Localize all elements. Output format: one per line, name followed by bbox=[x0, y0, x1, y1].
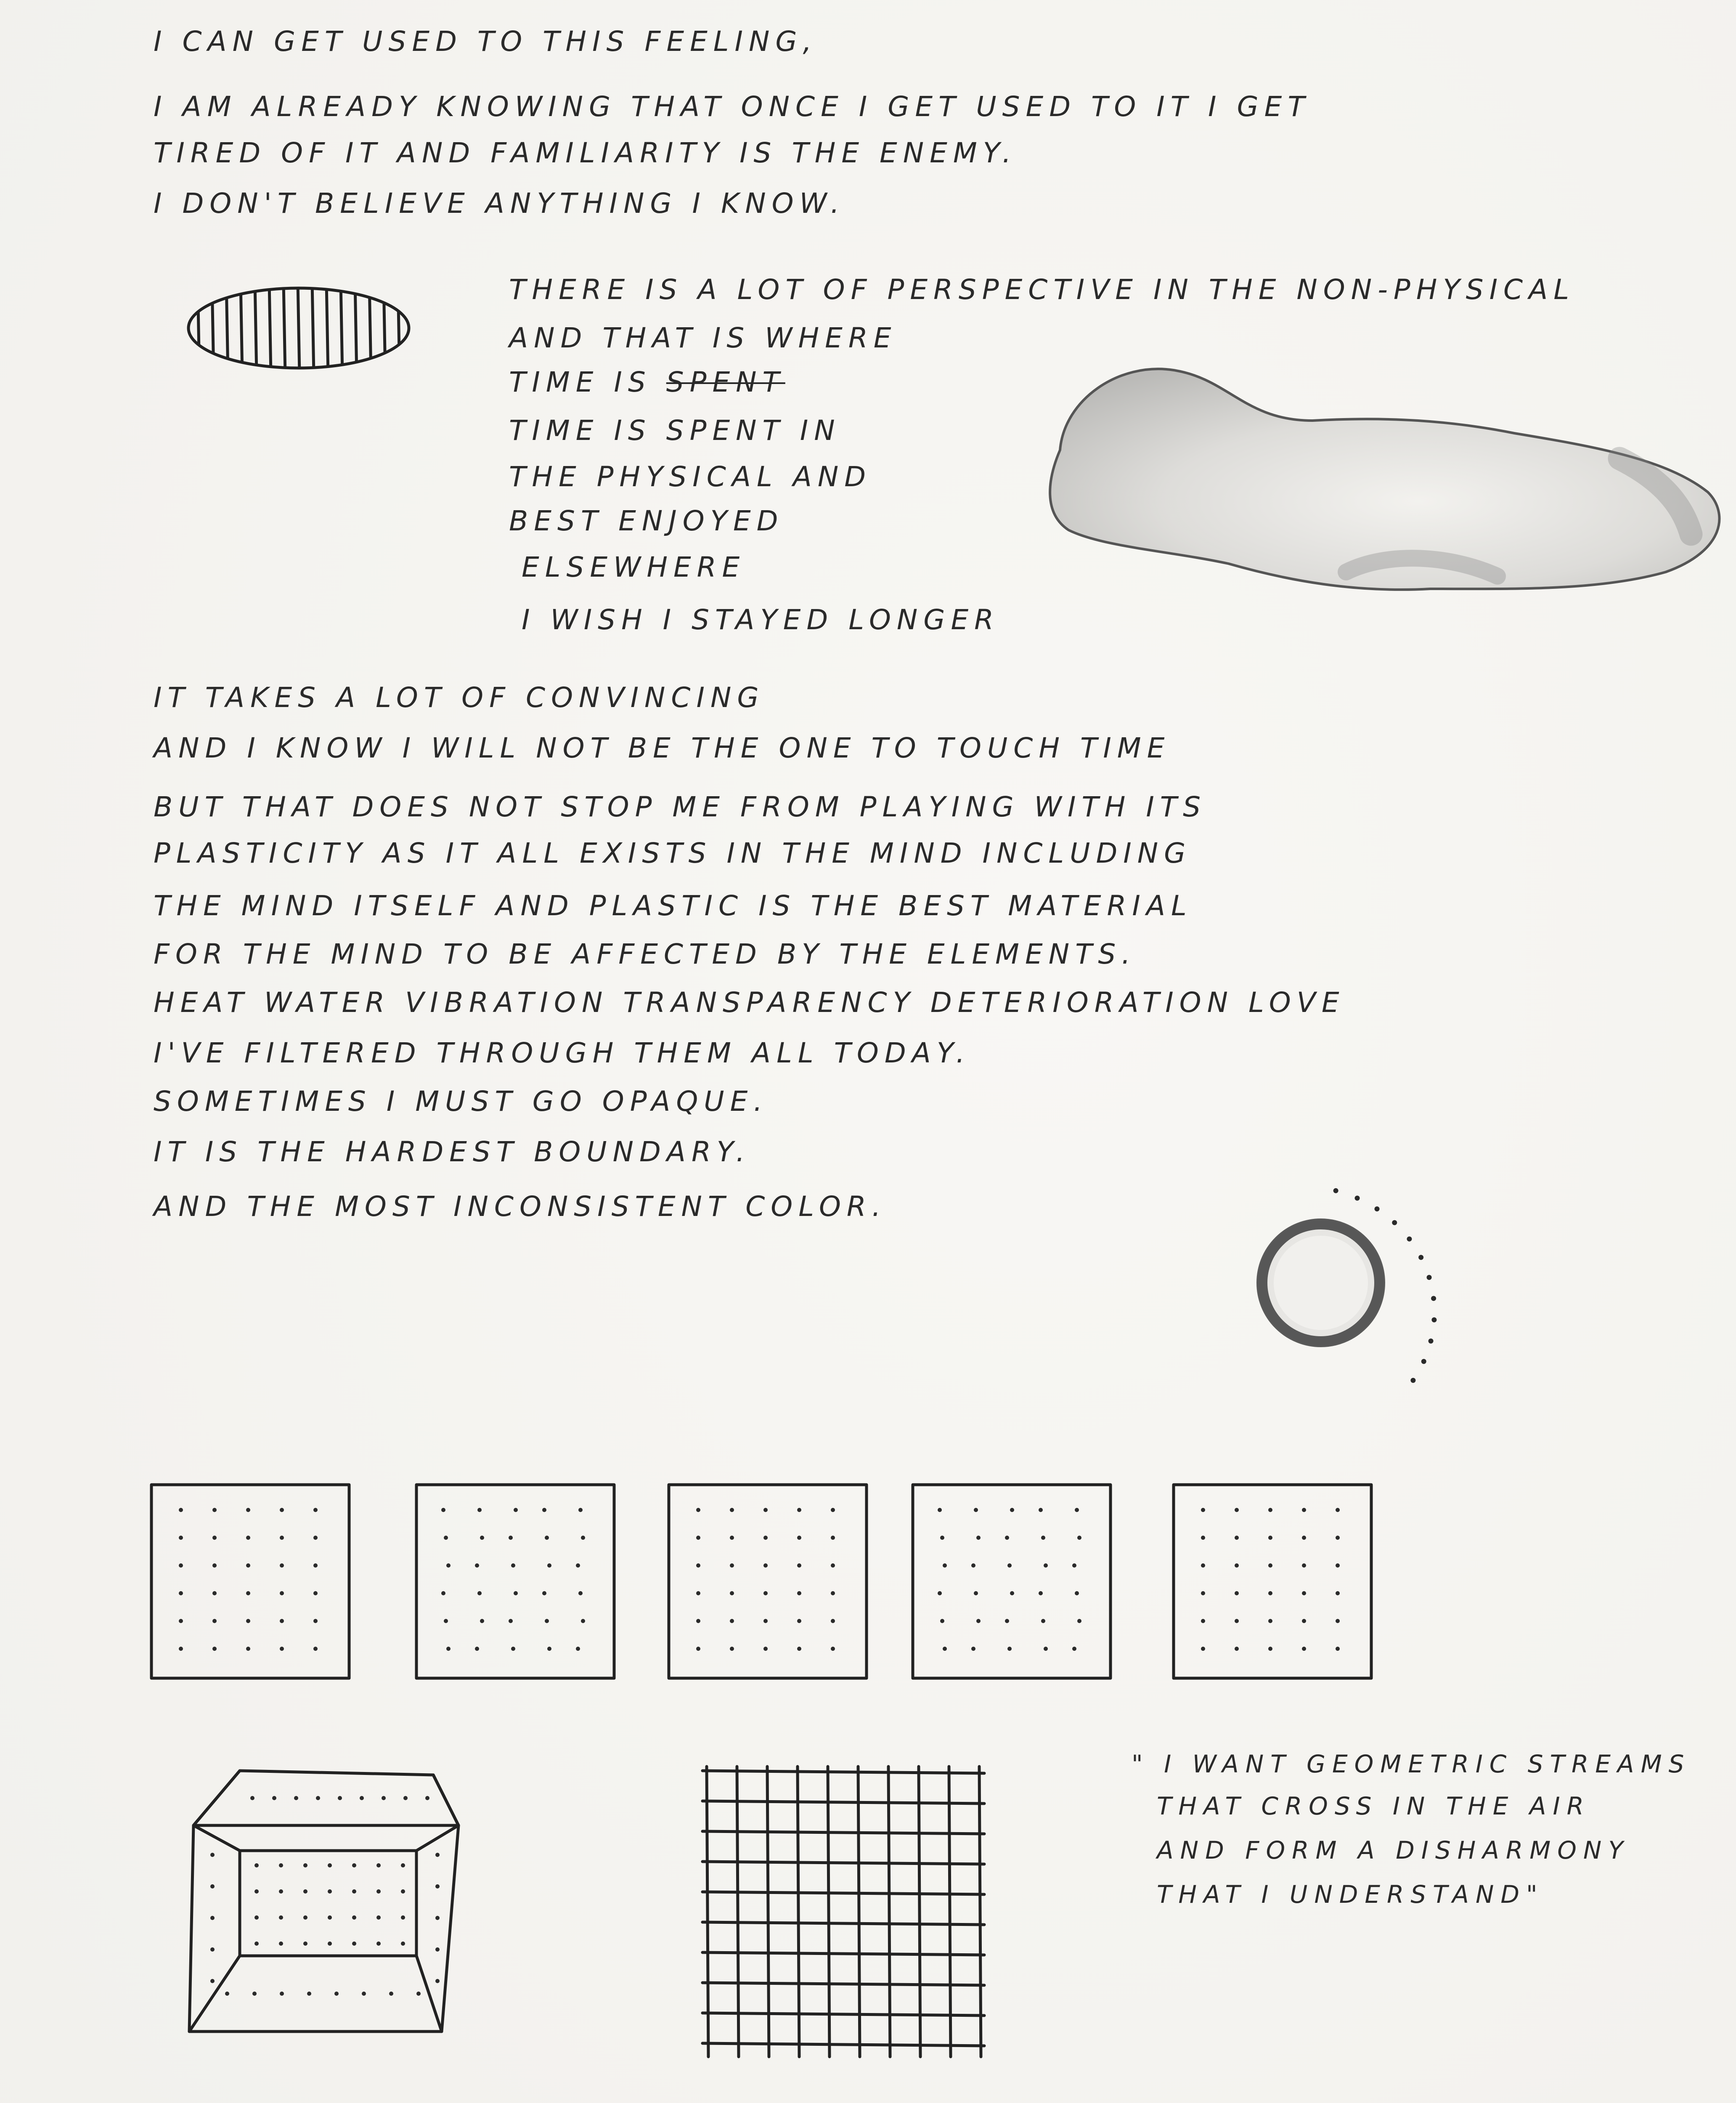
text-line: AND THAT IS WHERE bbox=[509, 322, 897, 354]
room-dot bbox=[279, 1941, 283, 1946]
oval-stripe bbox=[255, 282, 257, 374]
room-dot bbox=[225, 1992, 229, 1996]
arc-dot bbox=[1392, 1220, 1397, 1225]
room-dot bbox=[435, 1979, 440, 1983]
square-dot bbox=[1041, 1536, 1045, 1540]
text-line: THERE IS A LOT OF PERSPECTIVE IN THE NON-PHYSICAL bbox=[509, 273, 1575, 306]
grid-line bbox=[702, 1862, 984, 1864]
room-dot bbox=[435, 1884, 440, 1888]
square-dot bbox=[831, 1563, 835, 1568]
square-dot bbox=[246, 1563, 250, 1568]
square-dot bbox=[976, 1619, 981, 1623]
square-dot bbox=[696, 1508, 700, 1512]
square-dot bbox=[1039, 1508, 1043, 1512]
square-dot bbox=[313, 1508, 318, 1512]
room-dot bbox=[360, 1796, 364, 1800]
square-dot bbox=[1336, 1647, 1340, 1651]
square-dot bbox=[246, 1536, 250, 1540]
square-dot bbox=[212, 1536, 217, 1540]
room-dot bbox=[328, 1941, 332, 1946]
square-dot bbox=[1201, 1508, 1205, 1512]
square-dot bbox=[313, 1647, 318, 1651]
square-dot bbox=[1007, 1563, 1012, 1568]
square-dot bbox=[477, 1508, 482, 1512]
square-dot bbox=[179, 1536, 183, 1540]
room-dot bbox=[376, 1889, 381, 1894]
square-dot bbox=[446, 1647, 451, 1651]
text-line: TIME IS SPENT IN bbox=[509, 414, 841, 447]
room-dot bbox=[416, 1992, 421, 1996]
square-dot bbox=[441, 1591, 445, 1595]
room-dot bbox=[254, 1915, 259, 1920]
square-dot bbox=[696, 1647, 700, 1651]
room-dot bbox=[294, 1796, 298, 1800]
square-dot bbox=[511, 1647, 515, 1651]
square-dot bbox=[797, 1647, 801, 1651]
oval-stripe bbox=[284, 282, 285, 374]
room-dot bbox=[272, 1796, 276, 1800]
room-dot bbox=[254, 1889, 259, 1894]
arc-dot bbox=[1418, 1255, 1423, 1260]
square-dot bbox=[1201, 1536, 1205, 1540]
square-dot bbox=[1072, 1563, 1076, 1568]
dotted-square bbox=[913, 1485, 1111, 1678]
square-dot bbox=[1336, 1536, 1340, 1540]
room-dot bbox=[401, 1941, 405, 1946]
square-dot bbox=[313, 1563, 318, 1568]
room-dot bbox=[307, 1992, 311, 1996]
room-dot bbox=[403, 1796, 408, 1800]
text-line: THE MIND ITSELF AND PLASTIC IS THE BEST MATERIAL bbox=[154, 890, 1193, 922]
square-dot bbox=[831, 1647, 835, 1651]
oval-stripe bbox=[312, 282, 314, 374]
square-dot bbox=[730, 1647, 734, 1651]
square-dot bbox=[446, 1563, 451, 1568]
square-dot bbox=[763, 1591, 768, 1595]
square-dot bbox=[212, 1563, 217, 1568]
square-dot bbox=[212, 1619, 217, 1623]
square-dot bbox=[280, 1508, 284, 1512]
square-dot bbox=[1007, 1647, 1012, 1651]
text-line: I'VE FILTERED THROUGH THEM ALL TODAY. bbox=[154, 1037, 971, 1069]
room-dot bbox=[250, 1796, 254, 1800]
oval-stripe bbox=[269, 282, 271, 374]
text-line: I DON'T BELIEVE ANYTHING I KNOW. bbox=[154, 187, 845, 220]
square-dot bbox=[1268, 1536, 1272, 1540]
room-dot bbox=[279, 1915, 283, 1920]
square-dot bbox=[1302, 1508, 1306, 1512]
square-dot bbox=[280, 1536, 284, 1540]
grid-line bbox=[702, 2013, 984, 2016]
text-line: BEST ENJOYED bbox=[509, 505, 784, 537]
square-dot bbox=[480, 1536, 484, 1540]
oval-stripe bbox=[212, 282, 214, 374]
room-dot bbox=[252, 1992, 257, 1996]
square-dot bbox=[280, 1591, 284, 1595]
room-dot bbox=[435, 1853, 440, 1857]
square-dot bbox=[1005, 1536, 1009, 1540]
oval-stripe bbox=[298, 282, 299, 374]
room-dot bbox=[210, 1947, 215, 1952]
square-dot bbox=[1336, 1508, 1340, 1512]
square-dot bbox=[1077, 1536, 1081, 1540]
oval-stripe bbox=[341, 282, 342, 374]
text-line: IT TAKES A LOT OF CONVINCING bbox=[154, 681, 765, 714]
square-dot bbox=[1201, 1619, 1205, 1623]
square-dot bbox=[576, 1563, 580, 1568]
square-dot bbox=[542, 1591, 546, 1595]
room-dot bbox=[210, 1916, 215, 1920]
text-line: THE PHYSICAL AND bbox=[509, 461, 872, 493]
room-dot bbox=[210, 1884, 215, 1888]
dotted-squares-row bbox=[143, 1468, 1405, 1703]
square-dot bbox=[1044, 1647, 1048, 1651]
quote-line: " I WANT GEOMETRIC STREAMS bbox=[1132, 1750, 1691, 1778]
square-dot bbox=[313, 1619, 318, 1623]
text-line: TIRED OF IT AND FAMILIARITY IS THE ENEMY. bbox=[154, 137, 1017, 169]
room-dot bbox=[401, 1889, 405, 1894]
square-dot bbox=[1235, 1536, 1239, 1540]
square-dot bbox=[971, 1563, 975, 1568]
arc-dot bbox=[1431, 1317, 1437, 1322]
square-dot bbox=[1201, 1647, 1205, 1651]
square-dot bbox=[313, 1591, 318, 1595]
square-dot bbox=[444, 1536, 448, 1540]
room-dot bbox=[352, 1889, 356, 1894]
arc-dot bbox=[1429, 1338, 1434, 1343]
room-dot bbox=[382, 1796, 386, 1800]
oval-stripe bbox=[241, 282, 242, 374]
square-dot bbox=[763, 1647, 768, 1651]
square-dot bbox=[797, 1563, 801, 1568]
grid-line bbox=[979, 1767, 981, 2057]
square-dot bbox=[831, 1508, 835, 1512]
square-dot bbox=[509, 1619, 513, 1623]
square-dot bbox=[578, 1591, 583, 1595]
room-dot bbox=[401, 1915, 405, 1920]
square-dot bbox=[246, 1508, 250, 1512]
square-dot bbox=[696, 1536, 700, 1540]
square-dot bbox=[509, 1536, 513, 1540]
square-dot bbox=[831, 1619, 835, 1623]
square-dot bbox=[971, 1647, 975, 1651]
square-dot bbox=[1302, 1591, 1306, 1595]
grid-drawing bbox=[698, 1762, 993, 2065]
arc-dot bbox=[1427, 1275, 1432, 1280]
square-dot bbox=[797, 1591, 801, 1595]
square-dot bbox=[179, 1619, 183, 1623]
square-dot bbox=[1268, 1591, 1272, 1595]
grid-line bbox=[702, 1771, 984, 1773]
square-dot bbox=[943, 1647, 947, 1651]
square-dot bbox=[1235, 1508, 1239, 1512]
square-dot bbox=[1336, 1591, 1340, 1595]
striped-oval-drawing bbox=[181, 282, 416, 374]
text-line: SOMETIMES I MUST GO OPAQUE. bbox=[154, 1085, 769, 1118]
text-line bbox=[509, 366, 785, 398]
arc-dot bbox=[1375, 1206, 1380, 1211]
square-dot bbox=[1077, 1619, 1081, 1623]
square-dot bbox=[831, 1536, 835, 1540]
room-dot bbox=[376, 1941, 381, 1946]
square-dot bbox=[475, 1563, 479, 1568]
square-dot bbox=[444, 1619, 448, 1623]
square-dot bbox=[280, 1647, 284, 1651]
oval-stripe bbox=[355, 282, 357, 374]
square-dot bbox=[246, 1647, 250, 1651]
room-dot bbox=[435, 1916, 440, 1920]
square-dot bbox=[179, 1647, 183, 1651]
square-dot bbox=[1268, 1619, 1272, 1623]
room-dot bbox=[425, 1796, 429, 1800]
square-dot bbox=[730, 1563, 734, 1568]
square-dot bbox=[1268, 1563, 1272, 1568]
grid-line bbox=[702, 1983, 984, 1985]
room-dot bbox=[389, 1992, 393, 1996]
oval-stripe bbox=[398, 282, 400, 374]
text-line: IT IS THE HARDEST BOUNDARY. bbox=[154, 1136, 751, 1168]
text-line: I WISH I STAYED LONGER bbox=[522, 604, 999, 636]
square-dot bbox=[1044, 1563, 1048, 1568]
square-dot bbox=[1235, 1647, 1239, 1651]
dotted-room-drawing bbox=[181, 1758, 484, 2040]
text-line: AND THE MOST INCONSISTENT COLOR. bbox=[154, 1190, 887, 1223]
oval-stripe bbox=[369, 282, 371, 374]
square-dot bbox=[696, 1619, 700, 1623]
square-dot bbox=[179, 1508, 183, 1512]
square-dot bbox=[938, 1508, 942, 1512]
square-dot bbox=[1010, 1508, 1014, 1512]
room-dot bbox=[376, 1863, 381, 1867]
square-dot bbox=[212, 1647, 217, 1651]
square-dot bbox=[1302, 1647, 1306, 1651]
square-dot bbox=[1041, 1619, 1045, 1623]
room-dot bbox=[352, 1941, 356, 1946]
room-dot bbox=[328, 1915, 332, 1920]
room-dot bbox=[435, 1947, 440, 1952]
oval-stripe bbox=[198, 282, 199, 374]
arc-dot bbox=[1407, 1237, 1412, 1242]
square-dot bbox=[1302, 1619, 1306, 1623]
arc-dot bbox=[1431, 1296, 1436, 1301]
square-dot bbox=[246, 1619, 250, 1623]
square-dot bbox=[480, 1619, 484, 1623]
square-dot bbox=[179, 1591, 183, 1595]
square-dot bbox=[1302, 1536, 1306, 1540]
square-dot bbox=[763, 1619, 768, 1623]
square-dot bbox=[514, 1508, 518, 1512]
square-dot bbox=[545, 1536, 549, 1540]
square-dot bbox=[1010, 1591, 1014, 1595]
square-dot bbox=[797, 1619, 801, 1623]
quote-line: AND FORM A DISHARMONY bbox=[1157, 1836, 1630, 1865]
room-dot bbox=[316, 1796, 320, 1800]
square-dot bbox=[1005, 1619, 1009, 1623]
square-dot bbox=[1336, 1619, 1340, 1623]
square-dot bbox=[280, 1619, 284, 1623]
quote-line: THAT CROSS IN THE AIR bbox=[1157, 1792, 1590, 1820]
square-dot bbox=[313, 1536, 318, 1540]
room-dot bbox=[210, 1853, 215, 1857]
room-dot bbox=[280, 1992, 284, 1996]
room-dot bbox=[352, 1915, 356, 1920]
grid-line bbox=[702, 1831, 984, 1834]
square-dot bbox=[212, 1508, 217, 1512]
dotted-square bbox=[416, 1485, 614, 1678]
square-dot bbox=[1235, 1563, 1239, 1568]
text-line: I CAN GET USED TO THIS FEELING, bbox=[154, 25, 818, 58]
room-dot bbox=[279, 1863, 283, 1867]
square-dot bbox=[1201, 1591, 1205, 1595]
square-dot bbox=[974, 1508, 978, 1512]
square-dot bbox=[280, 1563, 284, 1568]
square-dot bbox=[545, 1619, 549, 1623]
square-dot bbox=[1075, 1508, 1079, 1512]
room-dot bbox=[328, 1863, 332, 1867]
square-dot bbox=[547, 1563, 551, 1568]
quote-line: THAT I UNDERSTAND" bbox=[1157, 1880, 1544, 1909]
arc-dot bbox=[1333, 1188, 1338, 1193]
text-line: FOR THE MIND TO BE AFFECTED BY THE ELEMENTS. bbox=[154, 938, 1137, 970]
room-dot bbox=[362, 1992, 366, 1996]
square-dot bbox=[1268, 1647, 1272, 1651]
square-dot bbox=[974, 1591, 978, 1595]
arc-dot bbox=[1421, 1359, 1426, 1364]
oval-stripe bbox=[326, 282, 328, 374]
oval-stripe bbox=[226, 282, 228, 374]
text-line: I AM ALREADY KNOWING THAT ONCE I GET USED TO IT I GET bbox=[154, 90, 1311, 123]
square-dot bbox=[763, 1508, 768, 1512]
square-dot bbox=[578, 1508, 583, 1512]
ink-stain-blob bbox=[1010, 353, 1733, 614]
square-dot bbox=[246, 1591, 250, 1595]
square-dot bbox=[831, 1591, 835, 1595]
square-dot bbox=[581, 1619, 585, 1623]
square-dot bbox=[212, 1591, 217, 1595]
grid-line bbox=[702, 1952, 984, 1955]
smudged-ring-drawing bbox=[1237, 1199, 1497, 1417]
room-dot bbox=[401, 1863, 405, 1867]
square-dot bbox=[547, 1647, 551, 1651]
room-dot bbox=[352, 1863, 356, 1867]
room-dot bbox=[254, 1941, 259, 1946]
text-line-prefix: TIME IS bbox=[509, 366, 652, 398]
room-dot bbox=[334, 1992, 339, 1996]
square-dot bbox=[576, 1647, 580, 1651]
room-dot bbox=[303, 1941, 307, 1946]
grid-line bbox=[702, 1922, 984, 1925]
square-dot bbox=[1235, 1619, 1239, 1623]
struck-word: SPENT bbox=[666, 366, 785, 398]
square-dot bbox=[581, 1536, 585, 1540]
square-dot bbox=[696, 1591, 700, 1595]
square-dot bbox=[1072, 1647, 1076, 1651]
text-line: HEAT WATER VIBRATION TRANSPARENCY DETERIORATION LOVE bbox=[154, 986, 1345, 1019]
square-dot bbox=[797, 1508, 801, 1512]
square-dot bbox=[763, 1563, 768, 1568]
square-dot bbox=[477, 1591, 482, 1595]
arc-dot bbox=[1355, 1196, 1360, 1201]
square-dot bbox=[696, 1563, 700, 1568]
square-dot bbox=[441, 1508, 445, 1512]
square-dot bbox=[763, 1536, 768, 1540]
arc-dot bbox=[1410, 1378, 1415, 1383]
text-line: ELSEWHERE bbox=[522, 551, 746, 583]
oval-stripe bbox=[384, 282, 385, 374]
square-dot bbox=[938, 1591, 942, 1595]
square-dot bbox=[511, 1563, 515, 1568]
room-dot bbox=[303, 1863, 307, 1867]
square-dot bbox=[475, 1647, 479, 1651]
text-line: AND I KNOW I WILL NOT BE THE ONE TO TOUCH TIME bbox=[154, 732, 1171, 764]
square-dot bbox=[976, 1536, 981, 1540]
square-dot bbox=[730, 1619, 734, 1623]
square-dot bbox=[1336, 1563, 1340, 1568]
square-dot bbox=[514, 1591, 518, 1595]
room-dot bbox=[279, 1889, 283, 1894]
room-dot bbox=[376, 1915, 381, 1920]
square-dot bbox=[730, 1591, 734, 1595]
square-dot bbox=[730, 1508, 734, 1512]
room-dot bbox=[328, 1889, 332, 1894]
room-dot bbox=[303, 1889, 307, 1894]
square-dot bbox=[797, 1536, 801, 1540]
square-dot bbox=[1302, 1563, 1306, 1568]
room-dot bbox=[254, 1863, 259, 1867]
square-dot bbox=[730, 1536, 734, 1540]
grid-line bbox=[919, 1767, 920, 2057]
room-dot bbox=[338, 1796, 342, 1800]
grid-line bbox=[702, 2043, 984, 2046]
square-dot bbox=[940, 1619, 944, 1623]
square-dot bbox=[943, 1563, 947, 1568]
square-dot bbox=[179, 1563, 183, 1568]
square-dot bbox=[940, 1536, 944, 1540]
grid-line bbox=[702, 1801, 984, 1804]
grid-line bbox=[949, 1767, 951, 2057]
square-dot bbox=[1235, 1591, 1239, 1595]
room-dot bbox=[303, 1915, 307, 1920]
square-dot bbox=[1039, 1591, 1043, 1595]
room-dot bbox=[210, 1979, 215, 1983]
square-dot bbox=[1201, 1563, 1205, 1568]
grid-line bbox=[702, 1892, 984, 1894]
square-dot bbox=[542, 1508, 546, 1512]
text-line: BUT THAT DOES NOT STOP ME FROM PLAYING WITH ITS bbox=[154, 791, 1207, 823]
square-dot bbox=[1268, 1508, 1272, 1512]
square-dot bbox=[1075, 1591, 1079, 1595]
text-line: PLASTICITY AS IT ALL EXISTS IN THE MIND INCLUDING bbox=[154, 837, 1192, 869]
